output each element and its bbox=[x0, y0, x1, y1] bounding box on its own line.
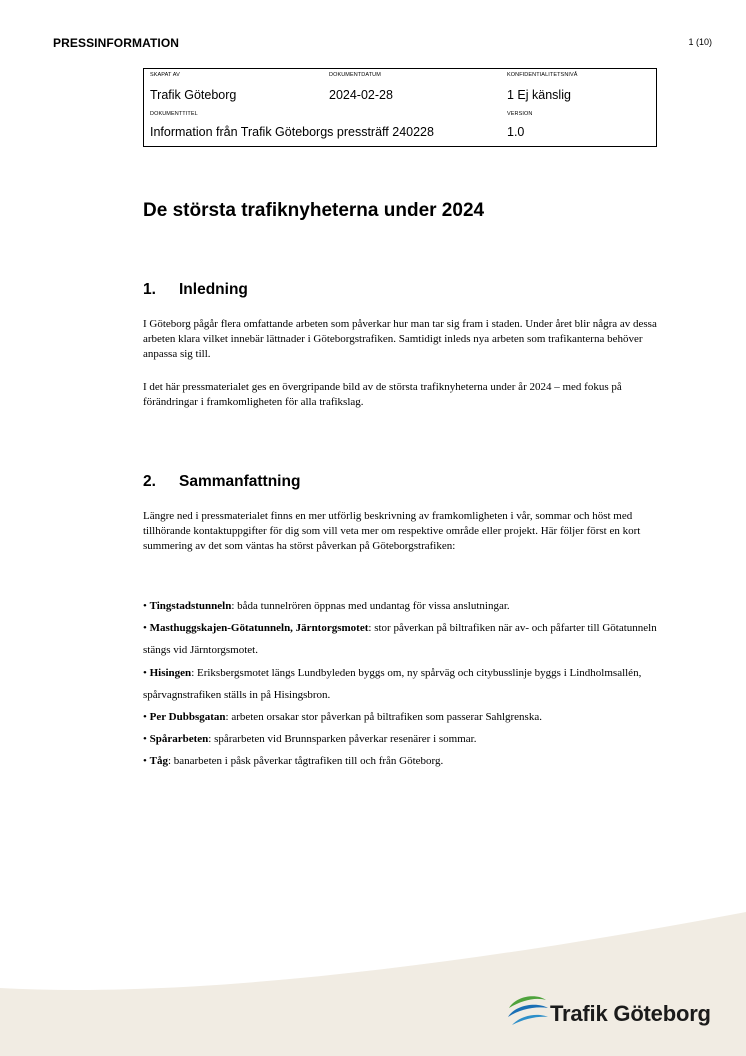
list-item-text: : stor påverkan på biltrafiken när av- och påfarter till Götatunneln stängs vid Järntorgsmotet. bbox=[143, 622, 657, 657]
list-item: • Spårarbeten: spårarbeten vid Brunnsparken påverkar resenärer i sommar. bbox=[143, 733, 477, 746]
logo-wordmark: Trafik Göteborg bbox=[550, 1001, 711, 1026]
list-item: • Tåg: banarbeten i påsk påverkar tågtrafiken till och från Göteborg. bbox=[143, 755, 444, 768]
section-number: 1. bbox=[143, 281, 156, 298]
document-metadata-table bbox=[143, 68, 657, 147]
list-item-term: Tingstadstunneln bbox=[149, 600, 232, 612]
document-date-label: DOKUMENTDATUM bbox=[329, 72, 381, 78]
section-title: Inledning bbox=[179, 281, 248, 298]
document-title-value: Information från Trafik Göteborgs pressträff 240228 bbox=[150, 125, 434, 139]
version-label: VERSION bbox=[507, 111, 533, 117]
list-item-term: Spårarbeten bbox=[149, 733, 209, 746]
list-item-term: Hisingen bbox=[149, 666, 192, 679]
section-title: Sammanfattning bbox=[179, 473, 301, 490]
page-number: 1 (10) bbox=[688, 37, 712, 47]
confidentiality-label: KONFIDENTIALITETSNIVÅ bbox=[507, 72, 578, 78]
footer-wave-decoration bbox=[0, 900, 746, 1056]
paragraph: Längre ned i pressmaterialet finns en mer utförlig beskrivning av framkomligheten i vår, sommar och höst med tillhörande kontaktuppgifter för dig som vill veta mer om respektive område eller projekt. Här följer först en kort summering av det som väntas ha störst påverkan på Göteborgstrafiken: bbox=[143, 510, 641, 552]
list-item: • Tingstadstunneln: båda tunnelrören öppnas med undantag för vissa anslutningar. bbox=[143, 600, 510, 612]
page-title: De största trafiknyheterna under 2024 bbox=[143, 200, 485, 221]
list-item: • Per Dubbsgatan: arbeten orsakar stor påverkan på biltrafiken som passerar Sahlgrenska. bbox=[143, 711, 542, 724]
summary-list bbox=[143, 595, 668, 773]
list-item: • Masthuggskajen-Götatunneln, Järntorgsmotet: stor påverkan på biltrafiken när av- och påfarter till Götatunneln stängs vid Järntorgsmotet. bbox=[143, 622, 657, 657]
list-item-text: : båda tunnelrören öppnas med undantag för vissa anslutningar. bbox=[231, 600, 510, 612]
paragraph: I Göteborg pågår flera omfattande arbeten som påverkar hur man tar sig fram i staden. Under året blir några av dessa arbeten klara vilket innebär lättnader i Göteborgstrafiken. Samtidigt inleds nya arbeten som trafikanterna behöver anpassa sig till. bbox=[143, 318, 657, 360]
list-item-term: Per Dubbsgatan bbox=[149, 711, 226, 724]
created-by-value: Trafik Göteborg bbox=[150, 88, 237, 102]
list-item-text: : arbeten orsakar stor påverkan på biltrafiken som passerar Sahlgrenska. bbox=[225, 711, 542, 724]
list-item: • Hisingen: Eriksbergsmotet längs Lundbyleden byggs om, ny spårväg och citybusslinje byggs i Lindholmsallén, spårvagnstrafiken ställs in på Hisingsbron. bbox=[143, 666, 642, 701]
list-item-text: : banarbeten i påsk påverkar tågtrafiken till och från Göteborg. bbox=[167, 755, 444, 768]
paragraph: I det här pressmaterialet ges en övergripande bild av de största trafiknyheterna under år 2024 – med fokus på förändringar i framkomligheten för alla trafikslag. bbox=[143, 381, 622, 408]
created-by-label: SKAPAT AV bbox=[150, 72, 180, 78]
version-value: 1.0 bbox=[507, 125, 525, 139]
list-item-term: Masthuggskajen-Götatunneln, Järntorgsmotet bbox=[149, 622, 369, 635]
document-type-label: PRESSINFORMATION bbox=[53, 36, 180, 50]
list-item-text: : spårarbeten vid Brunnsparken påverkar resenärer i sommar. bbox=[208, 733, 477, 746]
list-item-term: Tåg bbox=[149, 755, 168, 768]
document-title-label: DOKUMENTTITEL bbox=[150, 111, 198, 117]
section-number: 2. bbox=[143, 473, 156, 490]
list-item-text: : Eriksbergsmotet längs Lundbyleden byggs om, ny spårväg och citybusslinje byggs i Lindholmsallén, spårvagnstrafiken ställs in på Hisingsbron. bbox=[143, 666, 642, 701]
document-date-value: 2024-02-28 bbox=[329, 88, 393, 102]
confidentiality-value: 1 Ej känslig bbox=[507, 88, 571, 102]
section-heading-sammanfattning bbox=[143, 473, 300, 491]
section-heading-inledning bbox=[143, 281, 248, 299]
